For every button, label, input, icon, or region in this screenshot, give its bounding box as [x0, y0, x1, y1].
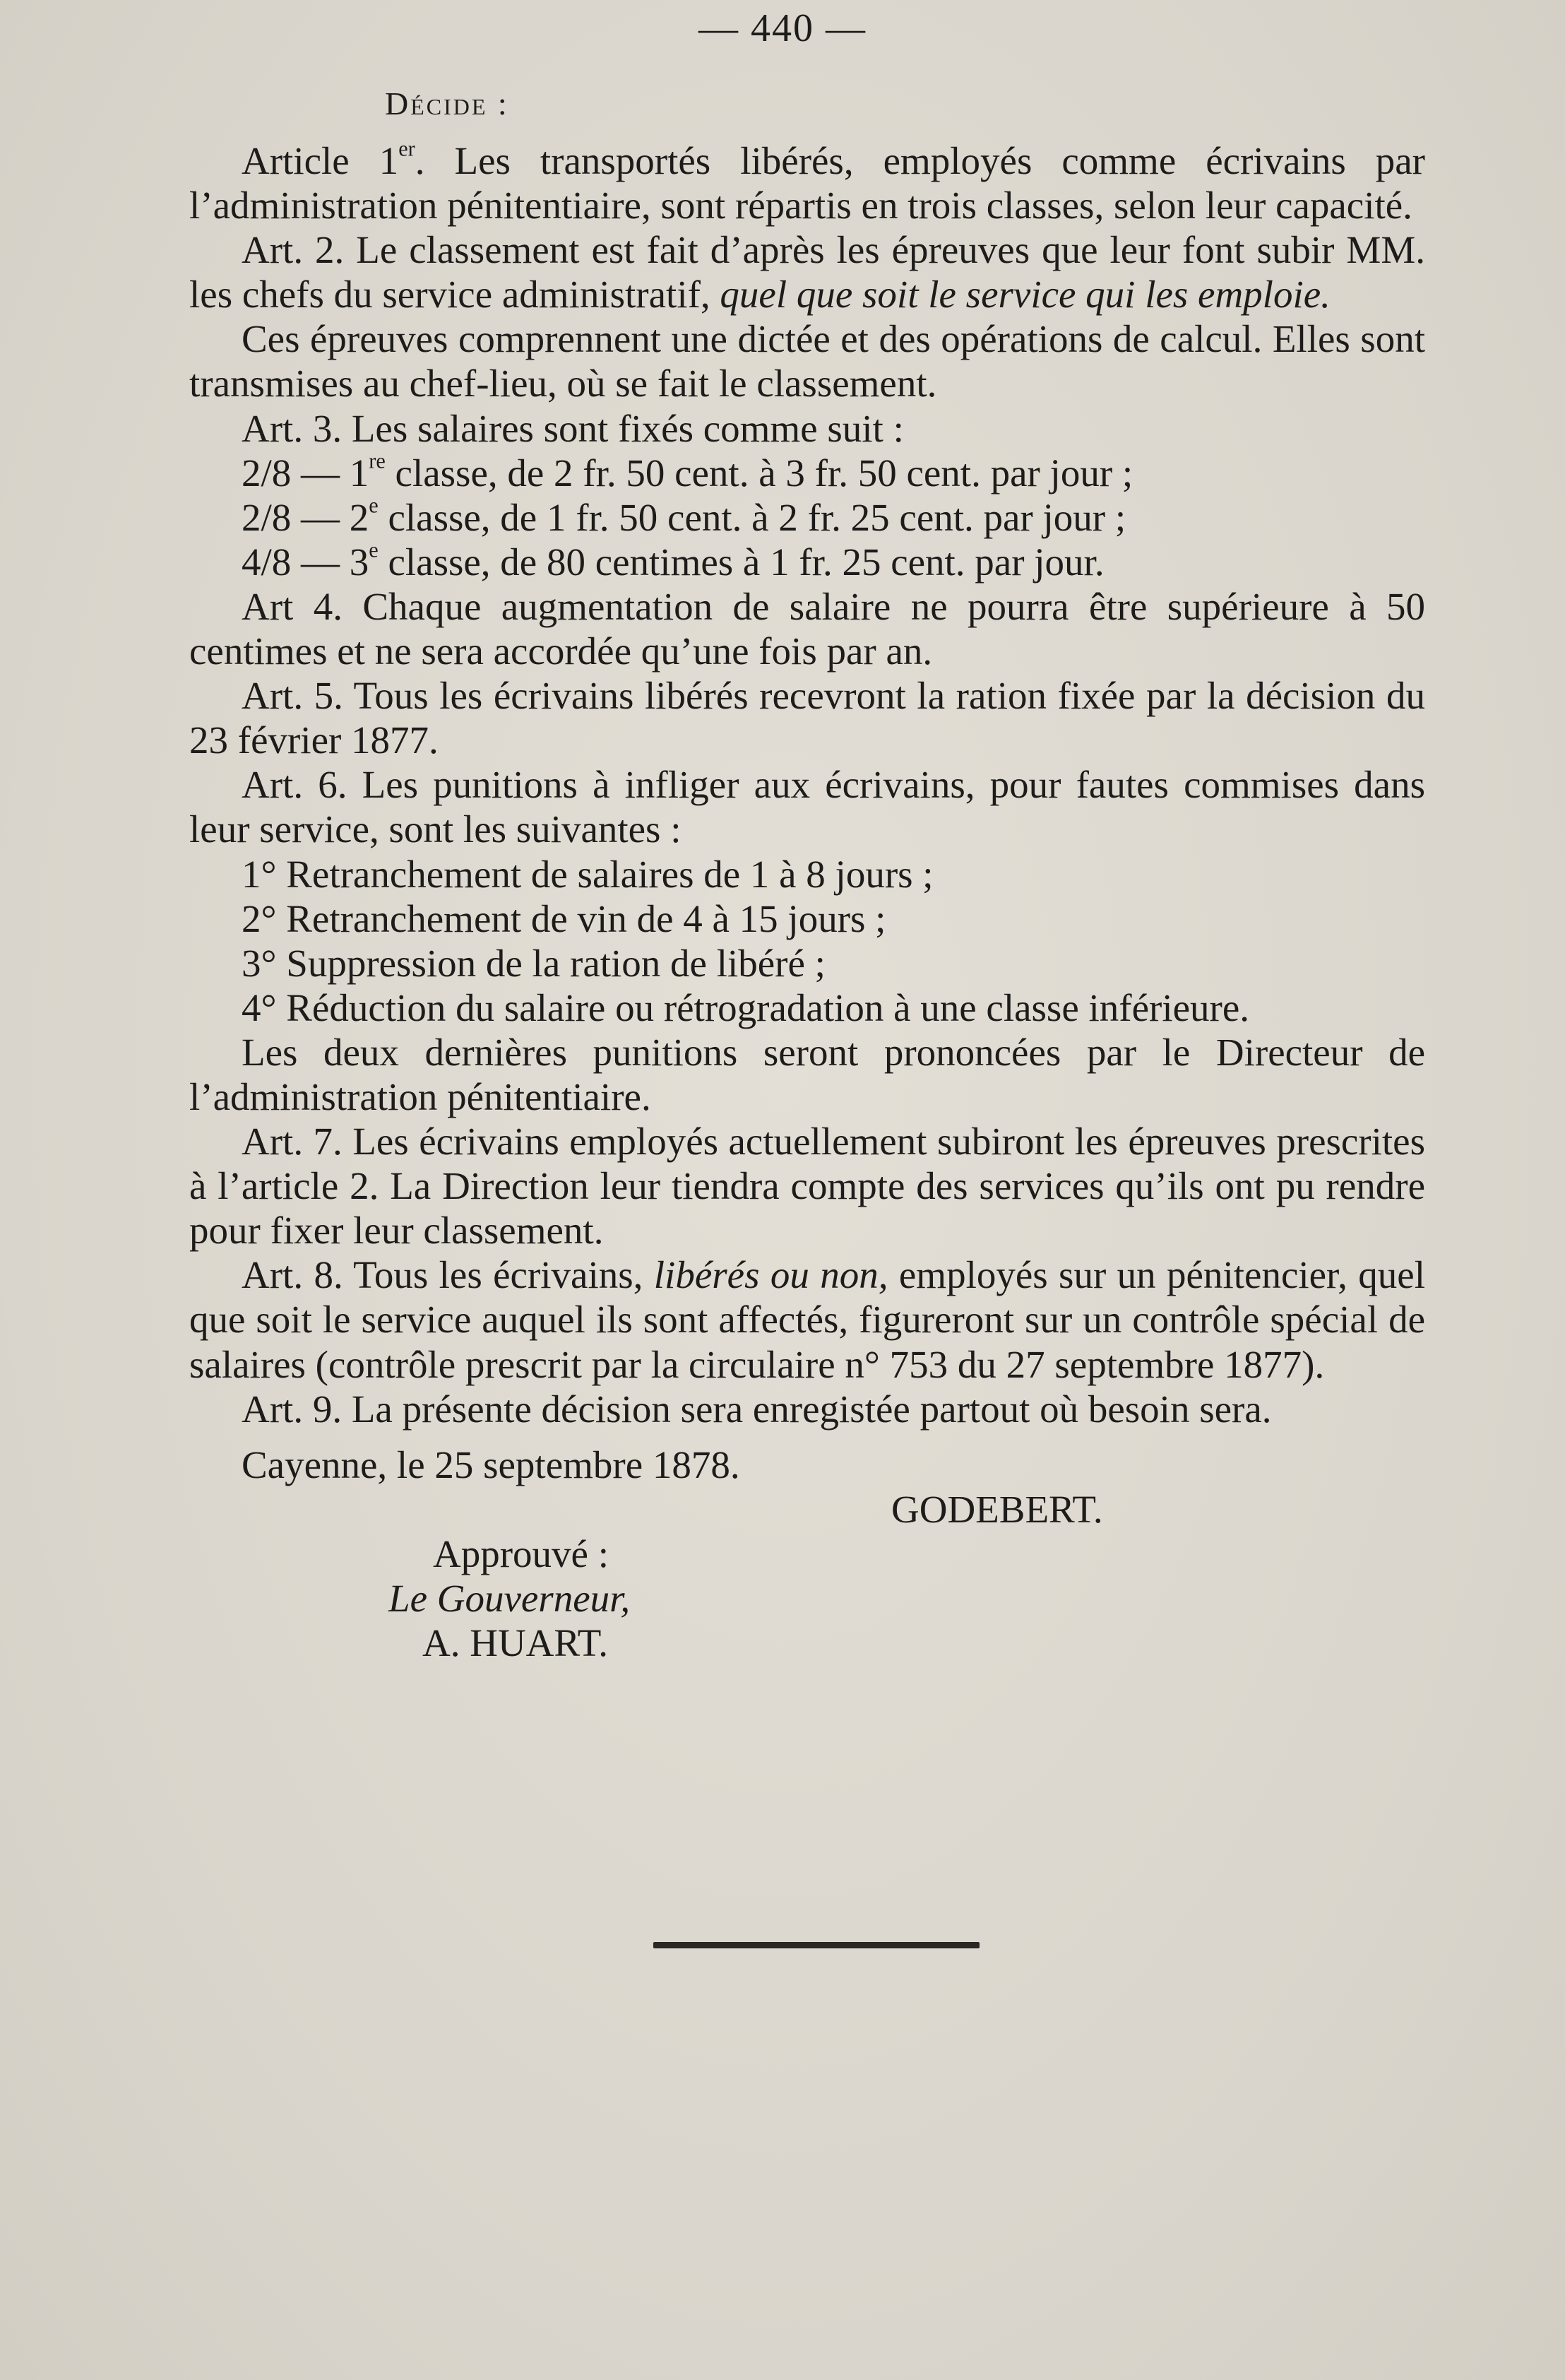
- article-6-continued: Les deux dernières punitions seront prononcées par le Directeur de l’administration pénitentiaire.: [189, 1030, 1425, 1118]
- page-number: — 440 —: [698, 6, 867, 50]
- salary-line: 4/8 — 3e classe, de 80 centimes à 1 fr. 25 cent. par jour.: [242, 538, 1105, 584]
- article-8: Art. 8. Tous les écrivains, libérés ou non, employés sur un pénitencier, quel que soit le service auquel ils sont affectés, figureront sur un contrôle spécial de salaires (contrôle prescrit par la circulaire n° 753 du 27 septembre 1877).: [189, 1253, 1425, 1386]
- punishment-item: 4° Réduction du salaire ou rétrogradation à une classe inférieure.: [242, 985, 1249, 1029]
- punishment-item: 1° Retranchement de salaires de 1 à 8 jours ;: [242, 852, 934, 896]
- place-and-date: Cayenne, le 25 septembre 1878.: [242, 1443, 740, 1486]
- decision-heading: Décide :: [385, 85, 509, 122]
- approved-label: Approuvé :: [433, 1532, 609, 1575]
- governor-title: Le Gouverneur,: [388, 1577, 631, 1620]
- closing-rule: [653, 1942, 980, 1948]
- punishment-item: 3° Suppression de la ration de libéré ;: [242, 941, 826, 985]
- article-7: Art. 7. Les écrivains employés actuellement subiront les épreuves prescrites à l’article 2. La Direction leur tiendra compte des services qu’ils ont pu rendre pour fixer leur classement.: [189, 1120, 1425, 1253]
- salary-line: 2/8 — 2e classe, de 1 fr. 50 cent. à 2 fr. 25 cent. par jour ;: [242, 493, 1126, 539]
- punishment-item: 2° Retranchement de vin de 4 à 15 jours ;: [242, 896, 886, 940]
- article-6: Art. 6. Les punitions à infliger aux écrivains, pour fautes commises dans leur service, sont les suivantes :: [189, 763, 1425, 851]
- signature-governor: A. HUART.: [422, 1621, 609, 1665]
- article-9: Art. 9. La présente décision sera enregistée partout où besoin sera.: [242, 1387, 1272, 1431]
- signature-director: GODEBERT.: [891, 1487, 1103, 1531]
- article-2-continued: Ces épreuves comprennent une dictée et des opérations de calcul. Elles sont transmises au chef-lieu, où se fait le classement.: [189, 317, 1425, 405]
- article-1: Article 1er. Les transportés libérés, employés comme écrivains par l’administration pénitentiaire, sont répartis en trois classes, selon leur capacité.: [189, 136, 1426, 227]
- article-4: Art 4. Chaque augmentation de salaire ne pourra être supérieure à 50 centimes et ne sera accordée qu’une fois par an.: [189, 584, 1425, 673]
- salary-line: 2/8 — 1re classe, de 2 fr. 50 cent. à 3 fr. 50 cent. par jour ;: [242, 448, 1133, 495]
- article-3: Art. 3. Les salaires sont fixés comme suit :: [242, 406, 904, 450]
- article-5: Art. 5. Tous les écrivains libérés recevront la ration fixée par la décision du 23 février 1877.: [189, 674, 1425, 762]
- article-2: Art. 2. Le classement est fait d’après les épreuves que leur font subir MM. les chefs du service administratif, quel que soit le service qui les emploie.: [189, 228, 1425, 316]
- document-body: [189, 138, 1425, 1665]
